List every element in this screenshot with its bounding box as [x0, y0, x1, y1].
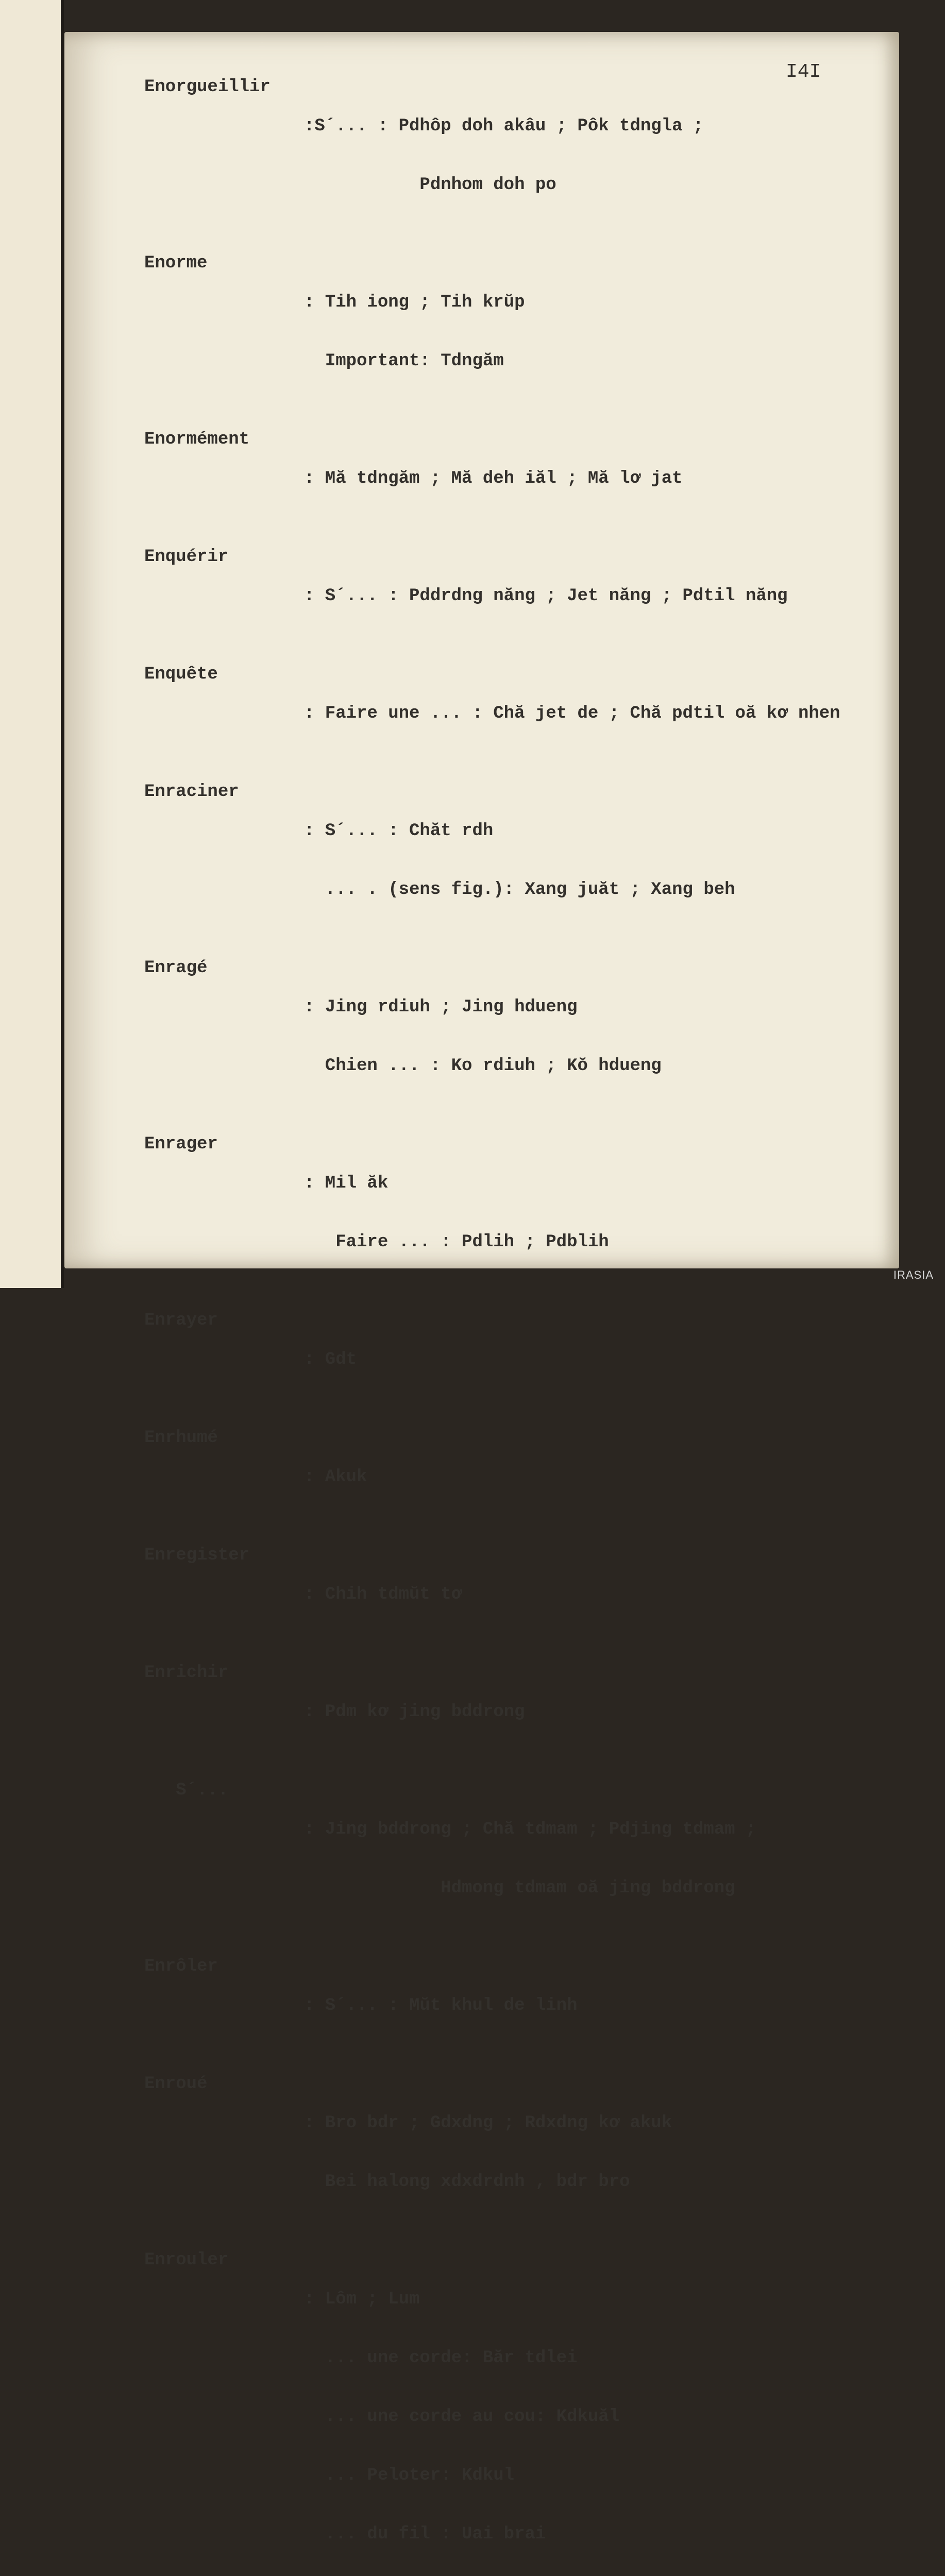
definition-line: : Gdt	[304, 1350, 357, 1369]
entry	[144, 1428, 897, 1526]
entry	[144, 1311, 897, 1409]
definition-line: ... une corde: Băr tdlei	[304, 2348, 578, 2368]
definition-line: : Bro bdr ; Gdxdng ; Rdxdng kơ akuk	[304, 2113, 672, 2133]
entry-term: Enrichir	[144, 1663, 229, 1683]
entry-list	[144, 77, 897, 2576]
entry	[144, 1781, 897, 1937]
entry	[144, 2074, 897, 2231]
definition-line: : S´... : Mŭt khul de linh	[304, 1996, 578, 2015]
entry	[144, 1957, 897, 2055]
entry-term: Enragé	[144, 958, 208, 978]
entry-term: Enregister	[144, 1546, 250, 1565]
entry	[144, 547, 897, 645]
entry-term: Enorme	[144, 253, 208, 273]
definition-line: :S´... : Pdhôp doh akâu ; Pôk tdngla ;	[304, 116, 704, 136]
entry	[144, 1134, 897, 1291]
entry-term: Enrhumé	[144, 1428, 218, 1448]
definition-line: : Jing bddrong ; Chă tdmam ; Pdjing tdmam ;	[304, 1820, 756, 1839]
entry-definitions	[304, 77, 897, 234]
entry	[144, 2250, 897, 2576]
page-number: I4I	[786, 61, 821, 83]
definition-line: : Lôm ; Lum	[304, 2290, 420, 2309]
definition-line: : Mil ăk	[304, 1174, 389, 1193]
entry-term: Enquête	[144, 665, 218, 684]
watermark-text: IRASIA	[893, 1268, 934, 1281]
definition-line: ... une corde au cou: Kdkuăl	[304, 2407, 620, 2427]
entry	[144, 782, 897, 939]
facing-page-edge	[0, 0, 64, 1288]
definition-line: Important: Tdngăm	[304, 351, 504, 371]
definition-line: Hdmong tdmam oă jing bddrong	[304, 1878, 735, 1898]
entry-term: Enrager	[144, 1134, 218, 1154]
entry	[144, 665, 897, 762]
definition-line: : Chih tdmŭt tơ	[304, 1585, 462, 1604]
entry-definitions	[304, 547, 897, 645]
entry-term: Enrayer	[144, 1311, 218, 1330]
entry-definitions	[304, 1781, 897, 1937]
definition-line: : Jing rdiuh ; Jing hdueng	[304, 997, 578, 1017]
entry	[144, 958, 897, 1115]
definition-line: : Akuk	[304, 1467, 367, 1487]
definition-line: : Tih iong ; Tih krŭp	[304, 293, 525, 312]
entry-term: Enquérir	[144, 547, 229, 567]
entry-term: Enroué	[144, 2074, 208, 2094]
definition-line: Bei halong xdxdrdnh , bdr bro	[304, 2172, 630, 2192]
definition-line: ... Peloter: Kdkul	[304, 2466, 515, 2485]
definition-line: : Mă tdngăm ; Mă deh iăl ; Mă lơ jat	[304, 469, 683, 488]
entry-definitions	[304, 1663, 897, 1761]
entry-definitions	[304, 665, 897, 762]
entry-term: Enraciner	[144, 782, 239, 802]
entry-term: Enrôler	[144, 1957, 218, 1976]
entry	[144, 1546, 897, 1643]
definition-line: Pdnhom doh po	[304, 175, 556, 195]
entry-definitions	[304, 958, 897, 1115]
entry-definitions	[304, 253, 897, 410]
entry-definitions	[304, 1546, 897, 1643]
definition-line: : S´... : Chăt rdh	[304, 821, 494, 841]
definition-line: Faire ... : Pdlih ; Pdblih	[304, 1232, 609, 1252]
definition-line: ... du fil : Uai brai	[304, 2524, 546, 2544]
entry	[144, 77, 897, 234]
entry	[144, 253, 897, 410]
entry-definitions	[304, 1134, 897, 1291]
entry-term: Enrouler	[144, 2250, 229, 2270]
entry-definitions	[304, 782, 897, 939]
entry-definitions	[304, 1428, 897, 1526]
definition-line: ... . (sens fig.): Xang juăt ; Xang beh	[304, 880, 735, 900]
entry-term: Enorgueillir	[144, 77, 271, 97]
definition-line: : Pdm kơ jing bddrong	[304, 1702, 525, 1722]
entry	[144, 430, 897, 528]
entry-definitions	[304, 1311, 897, 1409]
entry-definitions	[304, 430, 897, 528]
entry-definitions	[304, 1957, 897, 2055]
entry-definitions	[304, 2250, 897, 2576]
definition-line: Chien ... : Ko rdiuh ; Kŏ hdueng	[304, 1056, 662, 1076]
entry-definitions	[304, 2074, 897, 2231]
definition-line: : S´... : Pddrdng năng ; Jet năng ; Pdtil năng	[304, 586, 788, 606]
definition-line: : Faire une ... : Chă jet de ; Chă pdtil oă kơ nhen	[304, 704, 840, 723]
entry-term: Enormément	[144, 430, 250, 449]
entry-term: S´...	[144, 1781, 229, 1800]
entry	[144, 1663, 897, 1761]
